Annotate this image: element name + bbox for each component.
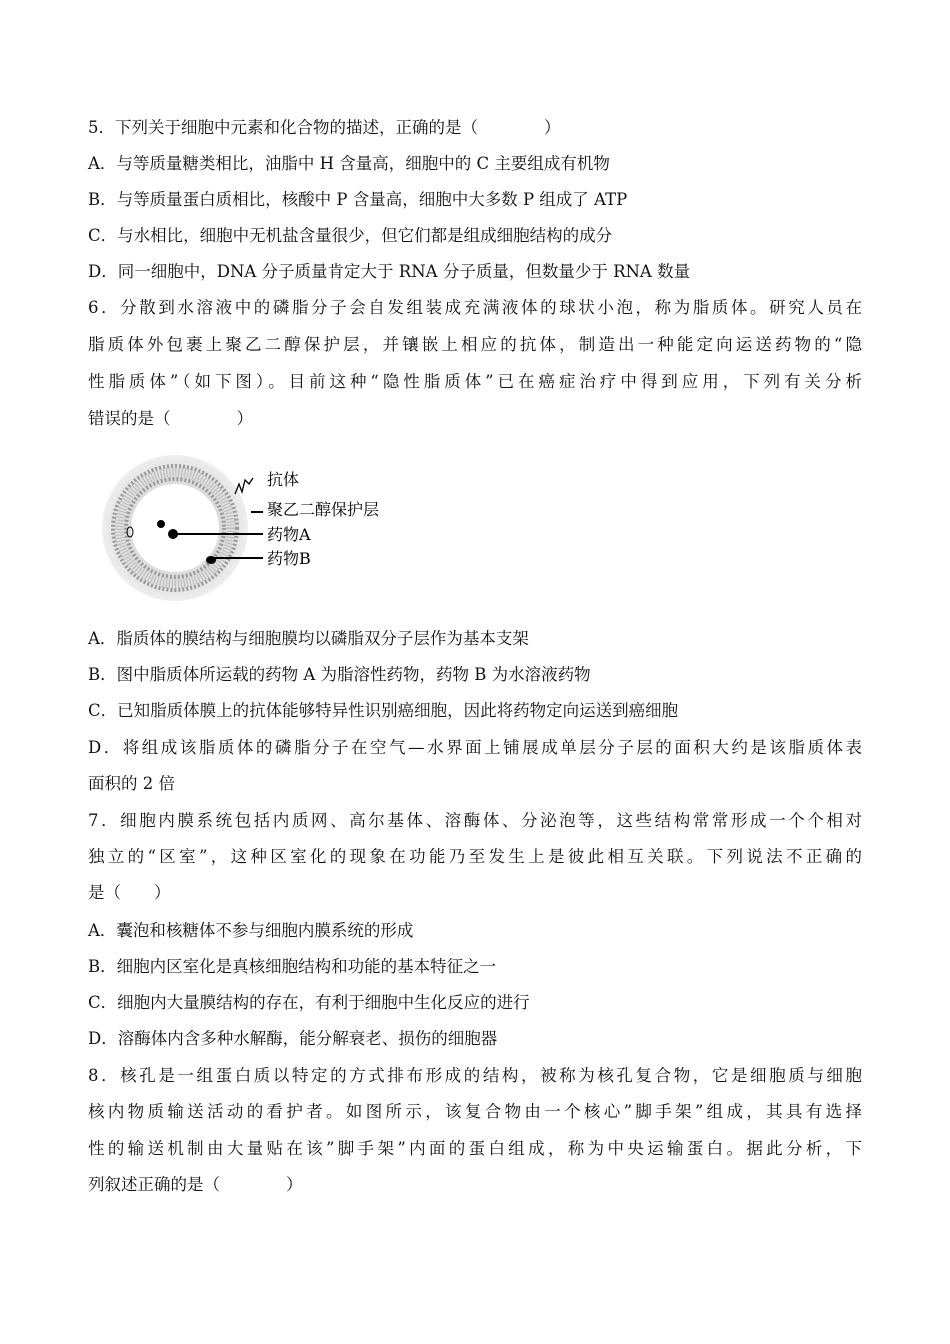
q5-stem: 5．下列关于细胞中元素和化合物的描述，正确的是（ ） — [88, 118, 561, 137]
q8-stem-line: 核内物质输送活动的看护者。如图所示，该复合物由一个核心”脚手架”组成，其具有选择 — [88, 1102, 862, 1121]
q5-option-b: B．与等质量蛋白质相比，核酸中 P 含量高，细胞中大多数 P 组成了 ATP — [88, 190, 628, 209]
drug-a-dot — [168, 529, 178, 539]
q7-stem-line: 独立的“区室”，这种区室化的现象在功能乃至发生上是彼此相互关联。下列说法不正确的 — [88, 847, 862, 866]
q7-option-d: D．溶酶体内含多种水解酶，能分解衰老、损伤的细胞器 — [88, 1029, 498, 1048]
q6-option-b: B．图中脂质体所运载的药物 A 为脂溶性药物，药物 B 为水溶液药物 — [88, 665, 591, 684]
q6-option-c: C．已知脂质体膜上的抗体能够特异性识别癌细胞，因此将药物定向运送到癌细胞 — [88, 701, 679, 720]
q6-option-d-cont: 面积的 2 倍 — [88, 774, 175, 793]
label-antibody: 抗体 — [267, 470, 300, 489]
q6-stem-line: 性脂质体”（如下图）。目前这种“隐性脂质体”已在癌症治疗中得到应用，下列有关分析 — [88, 372, 862, 391]
q7-stem-line: 7．细胞内膜系统包括内质网、高尔基体、溶酶体、分泌泡等，这些结构常常形成一个个相对 — [88, 811, 862, 830]
q5-option-a: A．与等质量糖类相比，油脂中 H 含量高，细胞中的 C 主要组成有机物 — [88, 154, 610, 173]
q8-stem-line: 8．核孔是一组蛋白质以特定的方式排布形成的结构，被称为核孔复合物，它是细胞质与细胞 — [88, 1066, 862, 1085]
q7-stem-line: 是（ ） — [88, 883, 171, 902]
q7-option-a: A．囊泡和核糖体不参与细胞内膜系统的形成 — [88, 921, 414, 940]
drug-dot — [157, 520, 165, 528]
q8-stem-line: 列叙述正确的是（ ） — [88, 1175, 303, 1194]
label-peg: 聚乙二醇保护层 — [267, 500, 380, 519]
q6-stem-line: 6．分散到水溶液中的磷脂分子会自发组装成充满液体的球状小泡，称为脂质体。研究人员在 — [88, 298, 862, 317]
q7-option-b: B．细胞内区室化是真核细胞结构和功能的基本特征之一 — [88, 957, 497, 976]
q6-stem-line: 错误的是（ ） — [88, 409, 253, 428]
label-drug-a: 药物A — [267, 525, 311, 544]
q5-option-d: D．同一细胞中，DNA 分子质量肯定大于 RNA 分子质量，但数量少于 RNA 数量 — [88, 262, 691, 281]
q6-stem-line: 脂质体外包裹上聚乙二醇保护层，并镶嵌上相应的抗体，制造出一种能定向运送药物的“隐 — [88, 335, 862, 354]
q7-option-c: C．细胞内大量膜结构的存在，有利于细胞中生化反应的进行 — [88, 993, 530, 1012]
label-drug-b: 药物B — [267, 549, 311, 568]
q6-option-d: D．将组成该脂质体的磷脂分子在空气—水界面上铺展成单层分子层的面积大约是该脂质体表 — [88, 738, 862, 757]
q8-stem-line: 性的输送机制由大量贴在该”脚手架”内面的蛋白组成，称为中央运输蛋白。据此分析，下 — [88, 1139, 862, 1158]
q6-option-a: A．脂质体的膜结构与细胞膜均以磷脂双分子层作为基本支架 — [88, 629, 529, 648]
q5-option-c: C．与水相比，细胞中无机盐含量很少，但它们都是组成细胞结构的成分 — [88, 226, 613, 245]
liposome-figure — [95, 452, 415, 608]
